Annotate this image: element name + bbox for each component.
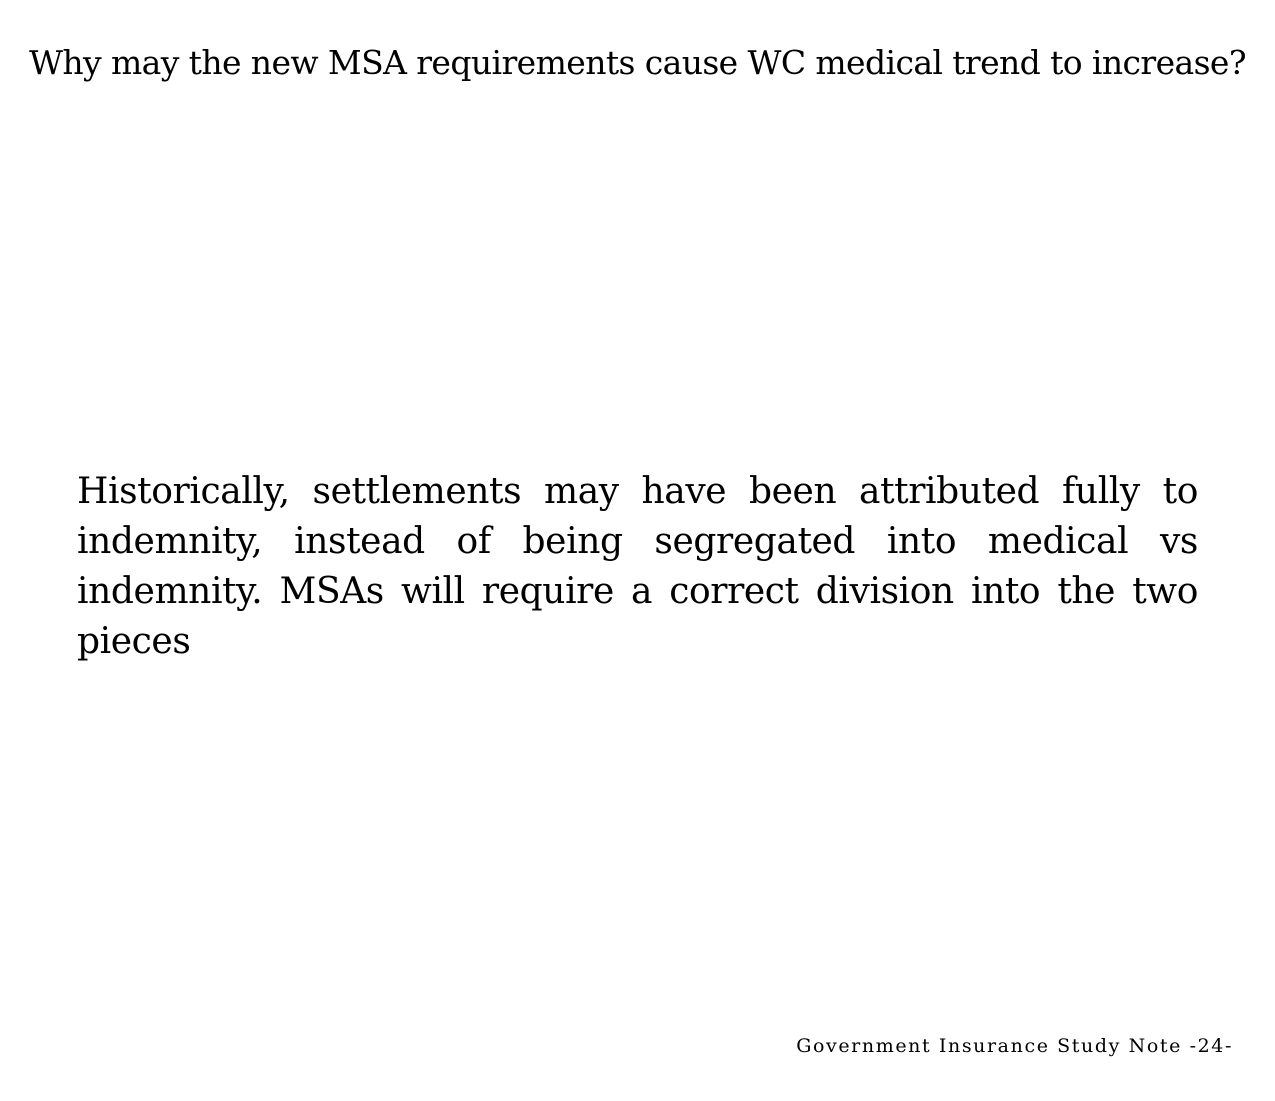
page-footer: Government Insurance Study Note -24- bbox=[796, 1035, 1233, 1057]
question-text: Why may the new MSA requirements cause WC medical trend to increase? bbox=[29, 43, 1246, 82]
answer-text: Historically, settlements may have been attributed fully to indemnity, instead of being segregated into medical vs indemnity. MSAs will require a correct division into the two pieces bbox=[77, 471, 1198, 662]
